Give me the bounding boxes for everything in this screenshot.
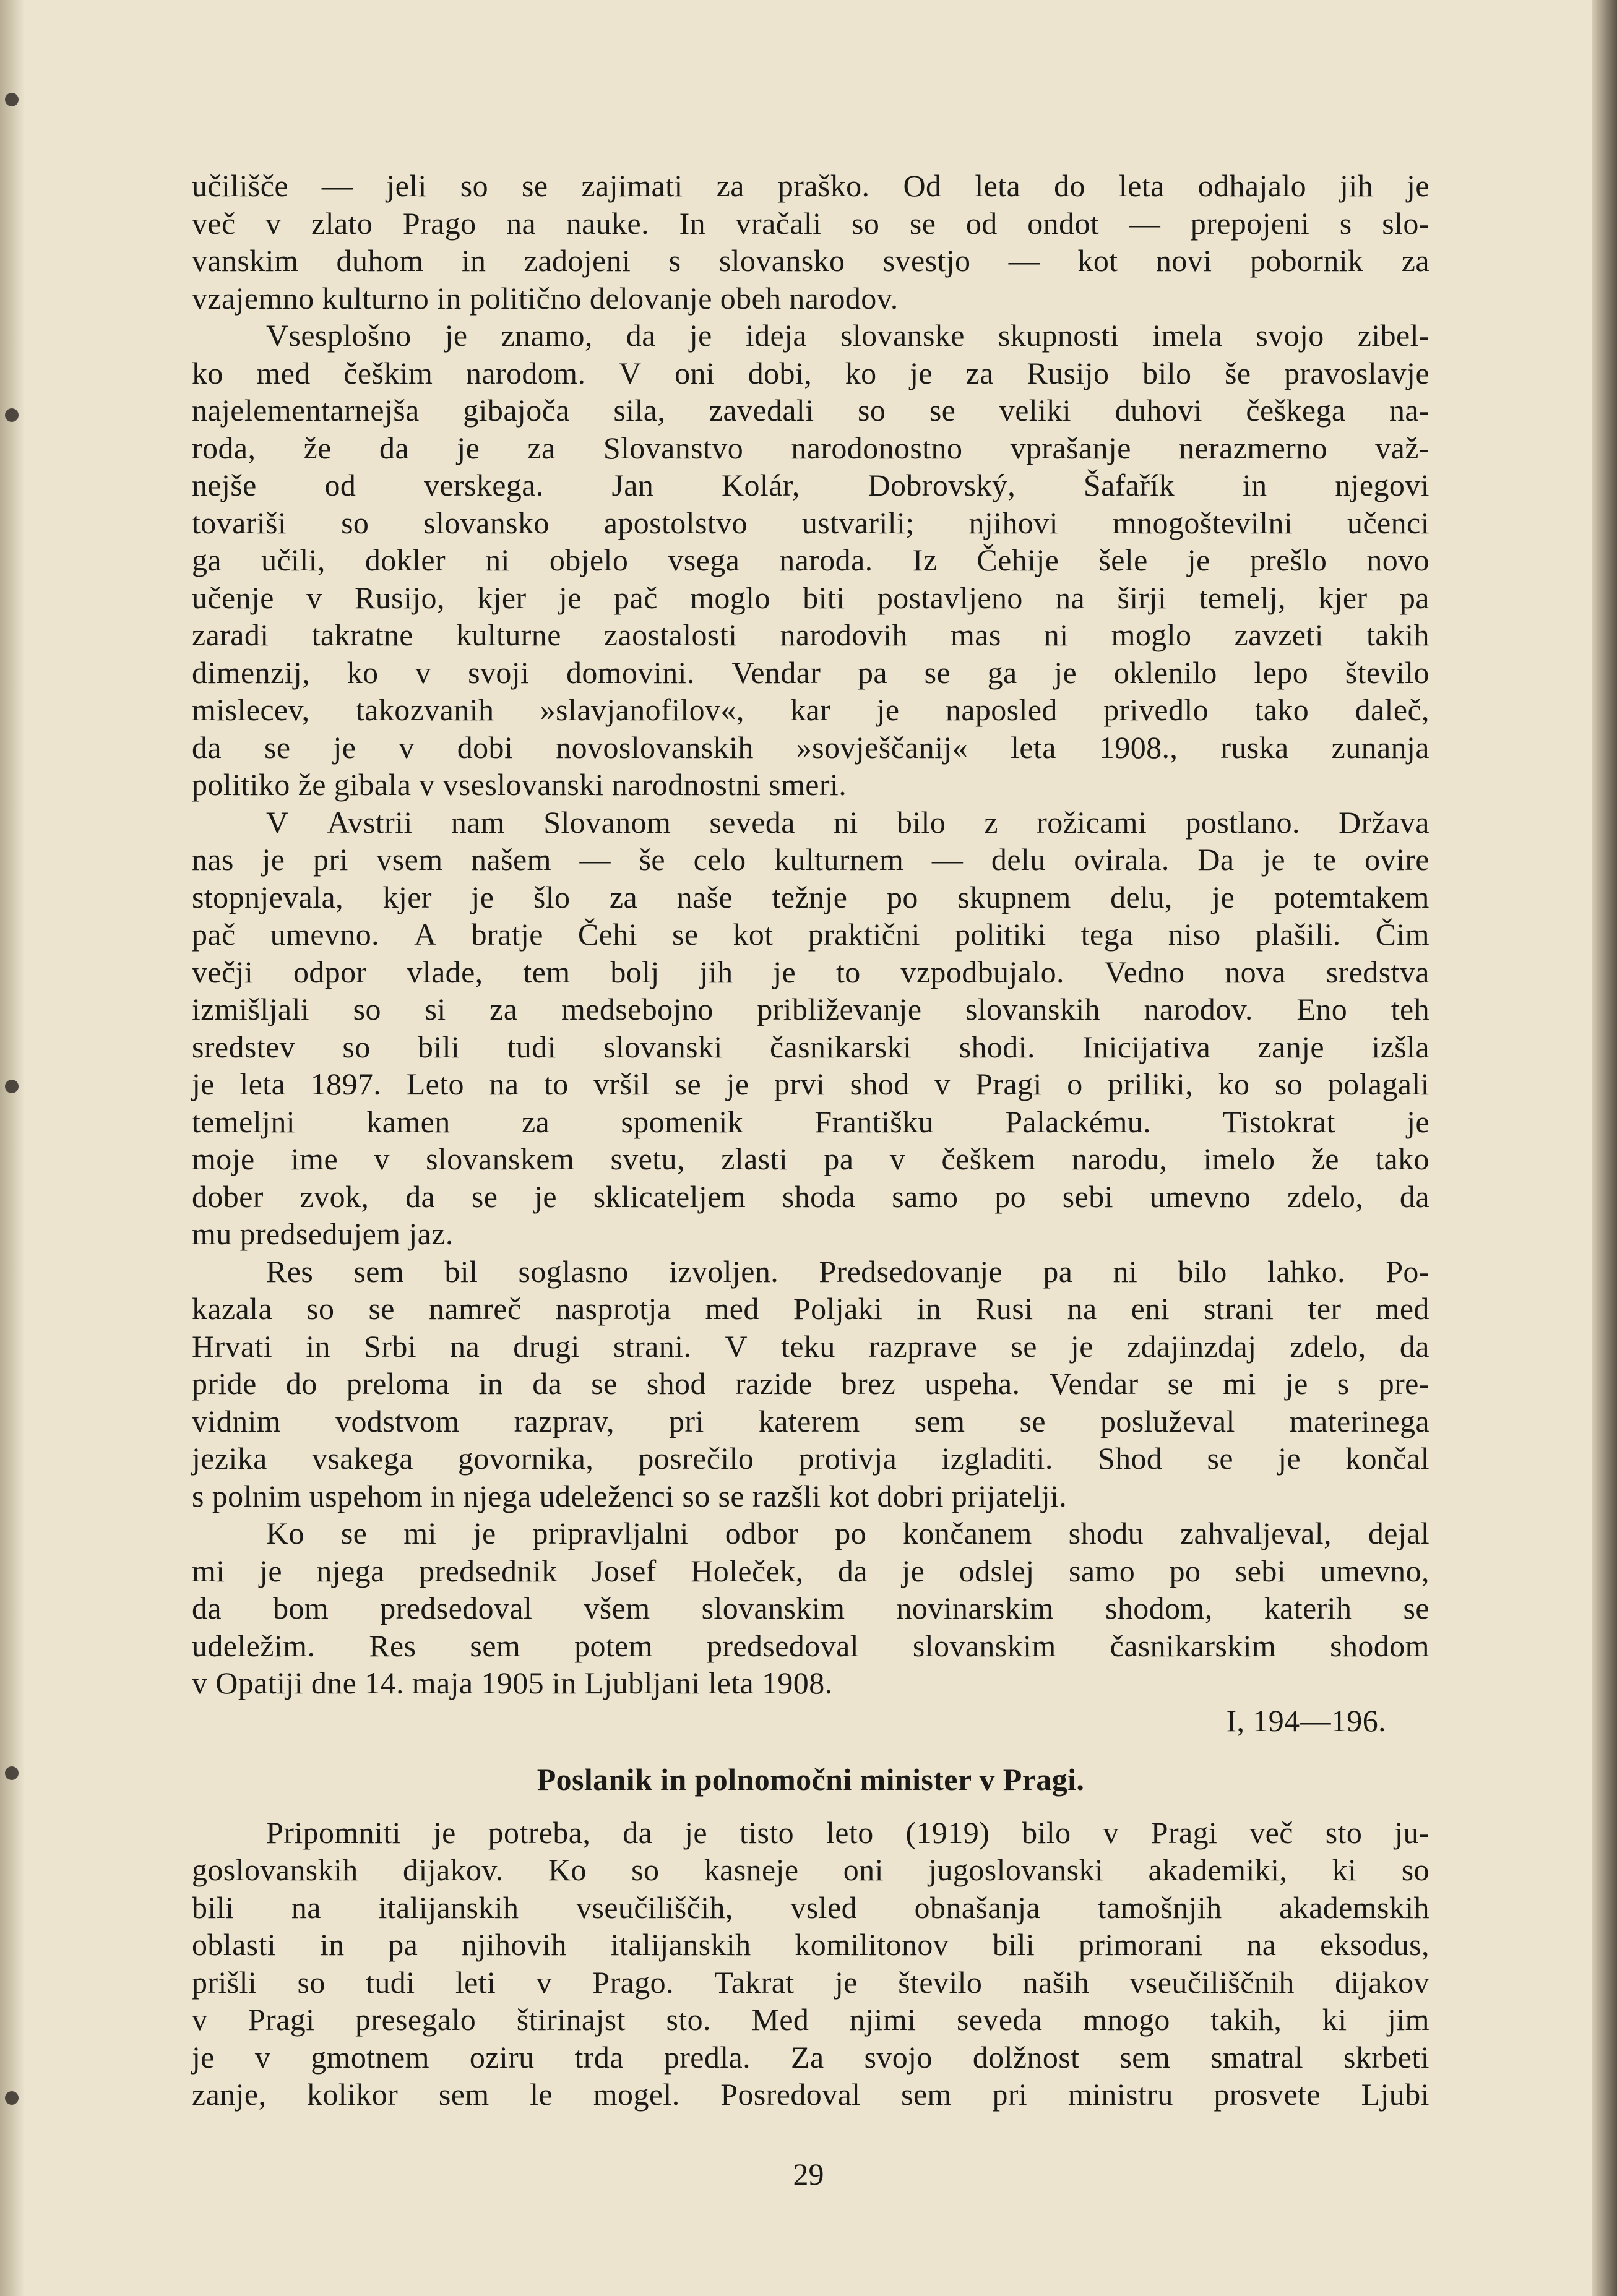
margin-mark — [5, 2091, 19, 2105]
text-line: učenje v Rusijo, kjer je pač moglo biti postavljeno na širji temelj, kjer pa — [192, 580, 1429, 615]
text-line: je leta 1897. Leto na to vršil se je prvi shod v Pragi o priliki, ko so polagali — [192, 1067, 1429, 1101]
text-line: mi je njega predsednik Josef Holeček, da je odslej samo po sebi umevno, — [192, 1553, 1429, 1588]
text-line: ko med češkim narodom. V oni dobi, ko je za Rusijo bilo še pravoslavje — [192, 355, 1429, 390]
text-line: v Pragi presegalo štirinajst sto. Med njimi seveda mnogo takih, ki jim — [192, 2002, 1429, 2037]
body-text — [192, 167, 1429, 2113]
text-line: najelementarnejša gibajoča sila, zavedali so se veliki duhovi češkega na- — [192, 393, 1429, 428]
text-line: udeležim. Res sem potem predsedoval slovanskim časnikarskim shodom — [192, 1628, 1429, 1663]
text-line: bili na italijanskih vseučiliščih, vsled obnašanja tamošnjih akademskih — [192, 1890, 1429, 1925]
text-line: sredstev so bili tudi slovanski časnikarski shodi. Inicijativa zanje izšla — [192, 1029, 1429, 1064]
text-line: učilišče — jeli so se zajimati za praško. Od leta do leta odhajalo jih je — [192, 168, 1429, 203]
text-line: stopnjevala, kjer je šlo za naše težnje po skupnem delu, je potemtakem — [192, 879, 1429, 914]
text-line: moje ime v slovanskem svetu, zlasti pa v češkem narodu, imelo že tako — [192, 1142, 1429, 1176]
text-line: da se je v dobi novoslovanskih »sovješčanij« leta 1908., ruska zunanja — [192, 729, 1429, 765]
text-line: vanskim duhom in zadojeni s slovansko svestjo — kot novi pobornik za — [192, 243, 1429, 278]
text-line: politiko že gibala v vseslovanski narodnostni smeri. — [192, 767, 847, 802]
text-line: v Opatiji dne 14. maja 1905 in Ljubljani leta 1908. — [192, 1666, 833, 1700]
text-line: pride do preloma in da se shod razide brez uspeha. Vendar se mi je s pre- — [192, 1366, 1429, 1401]
text-line: kazala so se namreč nasprotja med Poljaki in Rusi na eni strani ter med — [192, 1291, 1429, 1326]
margin-mark — [5, 1080, 19, 1093]
text-line: dober zvok, da se je sklicateljem shoda samo po sebi umevno zdelo, da — [192, 1179, 1429, 1214]
text-line: zanje, kolikor sem le mogel. Posredoval sem pri ministru prosvete Ljubi — [192, 2077, 1429, 2112]
text-line: mislecev, takozvanih »slavjanofilov«, kar je naposled privedlo tako daleč, — [192, 692, 1429, 727]
text-line: nejše od verskega. Jan Kolár, Dobrovský, Šafařík in njegovi — [192, 468, 1429, 502]
text-line: goslovanskih dijakov. Ko so kasneje oni jugoslovanski akademiki, ki so — [192, 1852, 1429, 1887]
text-line: Ko se mi je pripravljalni odbor po končanem shodu zahvaljeval, dejal — [266, 1516, 1429, 1550]
text-line: vzajemno kulturno in politično delovanje obeh narodov. — [192, 280, 899, 316]
margin-mark — [5, 1766, 19, 1780]
text-line: prišli so tudi leti v Prago. Takrat je število naših vseučiliščnih dijakov — [192, 1964, 1429, 2000]
text-line: Vsesplošno je znamo, da je ideja slovanske skupnosti imela svojo zibel- — [266, 318, 1429, 353]
text-line: Res sem bil soglasno izvoljen. Predsedovanje pa ni bilo lahko. Po- — [266, 1253, 1429, 1289]
text-line: Hrvati in Srbi na drugi strani. V teku razprave se je zdajinzdaj zdelo, da — [192, 1328, 1429, 1364]
margin-mark — [5, 408, 19, 422]
text-line: jezika vsakega govornika, posrečilo protivja izgladiti. Shod se je končal — [192, 1441, 1429, 1476]
text-line: več v zlato Prago na nauke. In vračali so se od ondot — prepojeni s slo- — [192, 205, 1429, 241]
text-line: da bom predsedoval všem slovanskim novinarskim shodom, katerih se — [192, 1591, 1429, 1625]
text-line: nas je pri vsem našem — še celo kulturnem — delu ovirala. Da je te ovire — [192, 842, 1429, 877]
section-heading: Poslanik in polnomočni minister v Pragi. — [537, 1762, 1085, 1797]
text-line: mu predsedujem jaz. — [192, 1216, 454, 1251]
binding-gutter — [0, 0, 25, 2296]
text-line: je v gmotnem oziru trda predla. Za svojo dolžnost sem smatral skrbeti — [192, 2039, 1429, 2075]
page-number: 29 — [793, 2157, 824, 2191]
text-line: dimenzij, ko v svoji domovini. Vendar pa se ga je oklenilo lepo število — [192, 655, 1429, 690]
text-line: izmišljali so si za medsebojno približevanje slovanskih narodov. Eno teh — [192, 992, 1429, 1026]
text-line: večji odpor vlade, tem bolj jih je to vzpodbujalo. Vedno nova sredstva — [192, 954, 1429, 989]
text-line: zaradi takratne kulturne zaostalosti narodovih mas ni moglo zavzeti takih — [192, 617, 1429, 652]
text-line: oblasti in pa njihovih italijanskih komilitonov bili primorani na eksodus, — [192, 1927, 1429, 1962]
text-line: s polnim uspehom in njega udeleženci so se razšli kot dobri prijatelji. — [192, 1478, 1067, 1513]
text-line: temeljni kamen za spomenik Františku Palackému. Tistokrat je — [192, 1104, 1429, 1139]
text-line: pač umevno. A bratje Čehi se kot praktični politiki tega niso plašili. Čim — [192, 917, 1429, 952]
citation: I, 194—196. — [1226, 1703, 1386, 1738]
text-line: roda, že da je za Slovanstvo narodonostno vprašanje nerazmerno važ- — [192, 430, 1429, 465]
page-edge-shadow — [1592, 0, 1617, 2296]
text-line: V Avstrii nam Slovanom seveda ni bilo z rožicami postlano. Država — [266, 804, 1429, 840]
text-line: tovariši so slovansko apostolstvo ustvarili; njihovi mnogoštevilni učenci — [192, 505, 1429, 540]
margin-mark — [5, 93, 19, 106]
text-line: ga učili, dokler ni objelo vsega naroda. Iz Čehije šele je prešlo novo — [192, 543, 1429, 577]
text-line: Pripomniti je potreba, da je tisto leto (1919) bilo v Pragi več sto ju- — [266, 1815, 1429, 1850]
text-line: vidnim vodstvom razprav, pri katerem sem se posluževal materinega — [192, 1403, 1429, 1438]
